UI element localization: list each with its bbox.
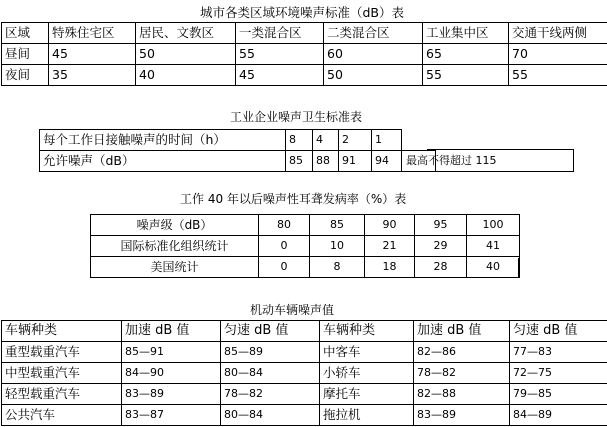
table-cell: 85 — [310, 215, 365, 236]
table-cell: 84—90 — [122, 363, 221, 384]
vehicle-noise-table — [1, 320, 607, 426]
table-row — [2, 363, 607, 384]
table-cell: 78—82 — [221, 384, 320, 405]
table-cell: 72—75 — [510, 363, 607, 384]
table4-title: 机动车辆噪声值 — [250, 303, 335, 317]
table-header-row — [2, 23, 607, 44]
header-cell: 二类混合区 — [324, 23, 423, 44]
header-cell: 居民、文教区 — [136, 23, 236, 44]
table-cell: 90 — [365, 215, 415, 236]
table-cell: 40 — [136, 65, 236, 86]
table-header-row — [2, 321, 607, 342]
vehicle-type: 轻型载重汽车 — [2, 384, 122, 405]
table-cell: 0 — [259, 236, 310, 257]
table3-title: 工作 40 年以后噪声性耳聋发病率（%）表 — [180, 192, 407, 206]
table-cell: 35 — [49, 65, 136, 86]
vehicle-type: 中型载重汽车 — [2, 363, 122, 384]
table-row — [91, 257, 520, 278]
vehicle-type: 中客车 — [320, 342, 414, 363]
table1-title: 城市各类区域环境噪声标准（dB）表 — [200, 5, 405, 20]
row-label: 夜间 — [2, 65, 49, 86]
table-cell: 78—82 — [414, 363, 510, 384]
table-cell: 85—91 — [122, 342, 221, 363]
table-cell: 2 — [339, 130, 372, 151]
table-row — [40, 130, 436, 151]
note-box — [427, 149, 574, 172]
table-cell: 94 — [372, 151, 402, 172]
vehicle-type: 重型载重汽车 — [2, 342, 122, 363]
header-cell: 车辆种类 — [2, 321, 122, 342]
table-cell: 79—85 — [510, 384, 607, 405]
header-cell: 加速 dB 值 — [122, 321, 221, 342]
header-cell: 车辆种类 — [320, 321, 414, 342]
environment-noise-standard-table — [1, 22, 607, 86]
table-row — [2, 342, 607, 363]
table-cell: 55 — [509, 65, 607, 86]
vehicle-type: 拖拉机 — [320, 405, 414, 426]
table-cell: 0 — [259, 257, 310, 278]
table-cell: 45 — [236, 65, 324, 86]
table-row — [2, 65, 607, 86]
row-label: 美国统计 — [91, 257, 259, 278]
vehicle-type: 摩托车 — [320, 384, 414, 405]
row-label: 国际标准化组织统计 — [91, 236, 259, 257]
table-cell: 91 — [339, 151, 372, 172]
table-cell: 80—84 — [221, 405, 320, 426]
header-cell: 匀速 dB 值 — [221, 321, 320, 342]
table-cell: 29 — [415, 236, 467, 257]
table-cell: 41 — [467, 236, 520, 257]
table-cell: 88 — [313, 151, 339, 172]
row-label: 每个工作日接触噪声的时间（h） — [40, 130, 286, 151]
table-border-mark — [518, 258, 520, 277]
table-cell: 60 — [324, 44, 423, 65]
table-row — [40, 151, 436, 172]
table-cell: 83—89 — [414, 405, 510, 426]
table-cell: 55 — [423, 65, 509, 86]
table-cell: 65 — [423, 44, 509, 65]
table-cell: 40 — [467, 257, 520, 278]
table-cell: 70 — [509, 44, 607, 65]
table-cell: 8 — [310, 257, 365, 278]
header-cell: 加速 dB 值 — [414, 321, 510, 342]
table-row — [91, 215, 520, 236]
table-cell: 80 — [259, 215, 310, 236]
table-cell: 28 — [415, 257, 467, 278]
table-cell: 80—84 — [221, 363, 320, 384]
row-label: 噪声级（dB） — [91, 215, 259, 236]
vehicle-type: 小轿车 — [320, 363, 414, 384]
table-cell: 85—89 — [221, 342, 320, 363]
table-cell: 45 — [49, 44, 136, 65]
table-cell: 50 — [136, 44, 236, 65]
table-row — [2, 44, 607, 65]
table-cell: 50 — [324, 65, 423, 86]
table-cell: 82—86 — [414, 342, 510, 363]
table2-title: 工业企业噪声卫生标准表 — [230, 110, 363, 124]
table-cell: 18 — [365, 257, 415, 278]
table-cell: 1 — [372, 130, 402, 151]
table-cell: 84—89 — [510, 405, 607, 426]
table-row — [2, 384, 607, 405]
table-row — [2, 405, 607, 426]
header-cell: 特殊住宅区 — [49, 23, 136, 44]
table-cell: 100 — [467, 215, 520, 236]
table-cell: 4 — [313, 130, 339, 151]
header-cell: 区域 — [2, 23, 49, 44]
header-cell: 一类混合区 — [236, 23, 324, 44]
row-label: 允许噪声（dB） — [40, 151, 286, 172]
table-cell: 82—88 — [414, 384, 510, 405]
industrial-noise-standard-table — [39, 129, 497, 172]
header-cell: 匀速 dB 值 — [510, 321, 607, 342]
header-cell: 交通干线两侧 — [509, 23, 607, 44]
table-cell: 8 — [286, 130, 313, 151]
table-cell: 10 — [310, 236, 365, 257]
header-cell: 工业集中区 — [423, 23, 509, 44]
table-cell: 83—89 — [122, 384, 221, 405]
table-cell: 83—87 — [122, 405, 221, 426]
table-cell: 55 — [236, 44, 324, 65]
empty-cell — [402, 130, 436, 151]
vehicle-type: 公共汽车 — [2, 405, 122, 426]
table-cell: 95 — [415, 215, 467, 236]
table-cell: 77—83 — [510, 342, 607, 363]
note-cell: 最高不得超过 115 — [402, 151, 436, 172]
table-cell: 85 — [286, 151, 313, 172]
table-cell: 21 — [365, 236, 415, 257]
table-row — [91, 236, 520, 257]
row-label: 昼间 — [2, 44, 49, 65]
hearing-loss-rate-table — [90, 214, 520, 278]
